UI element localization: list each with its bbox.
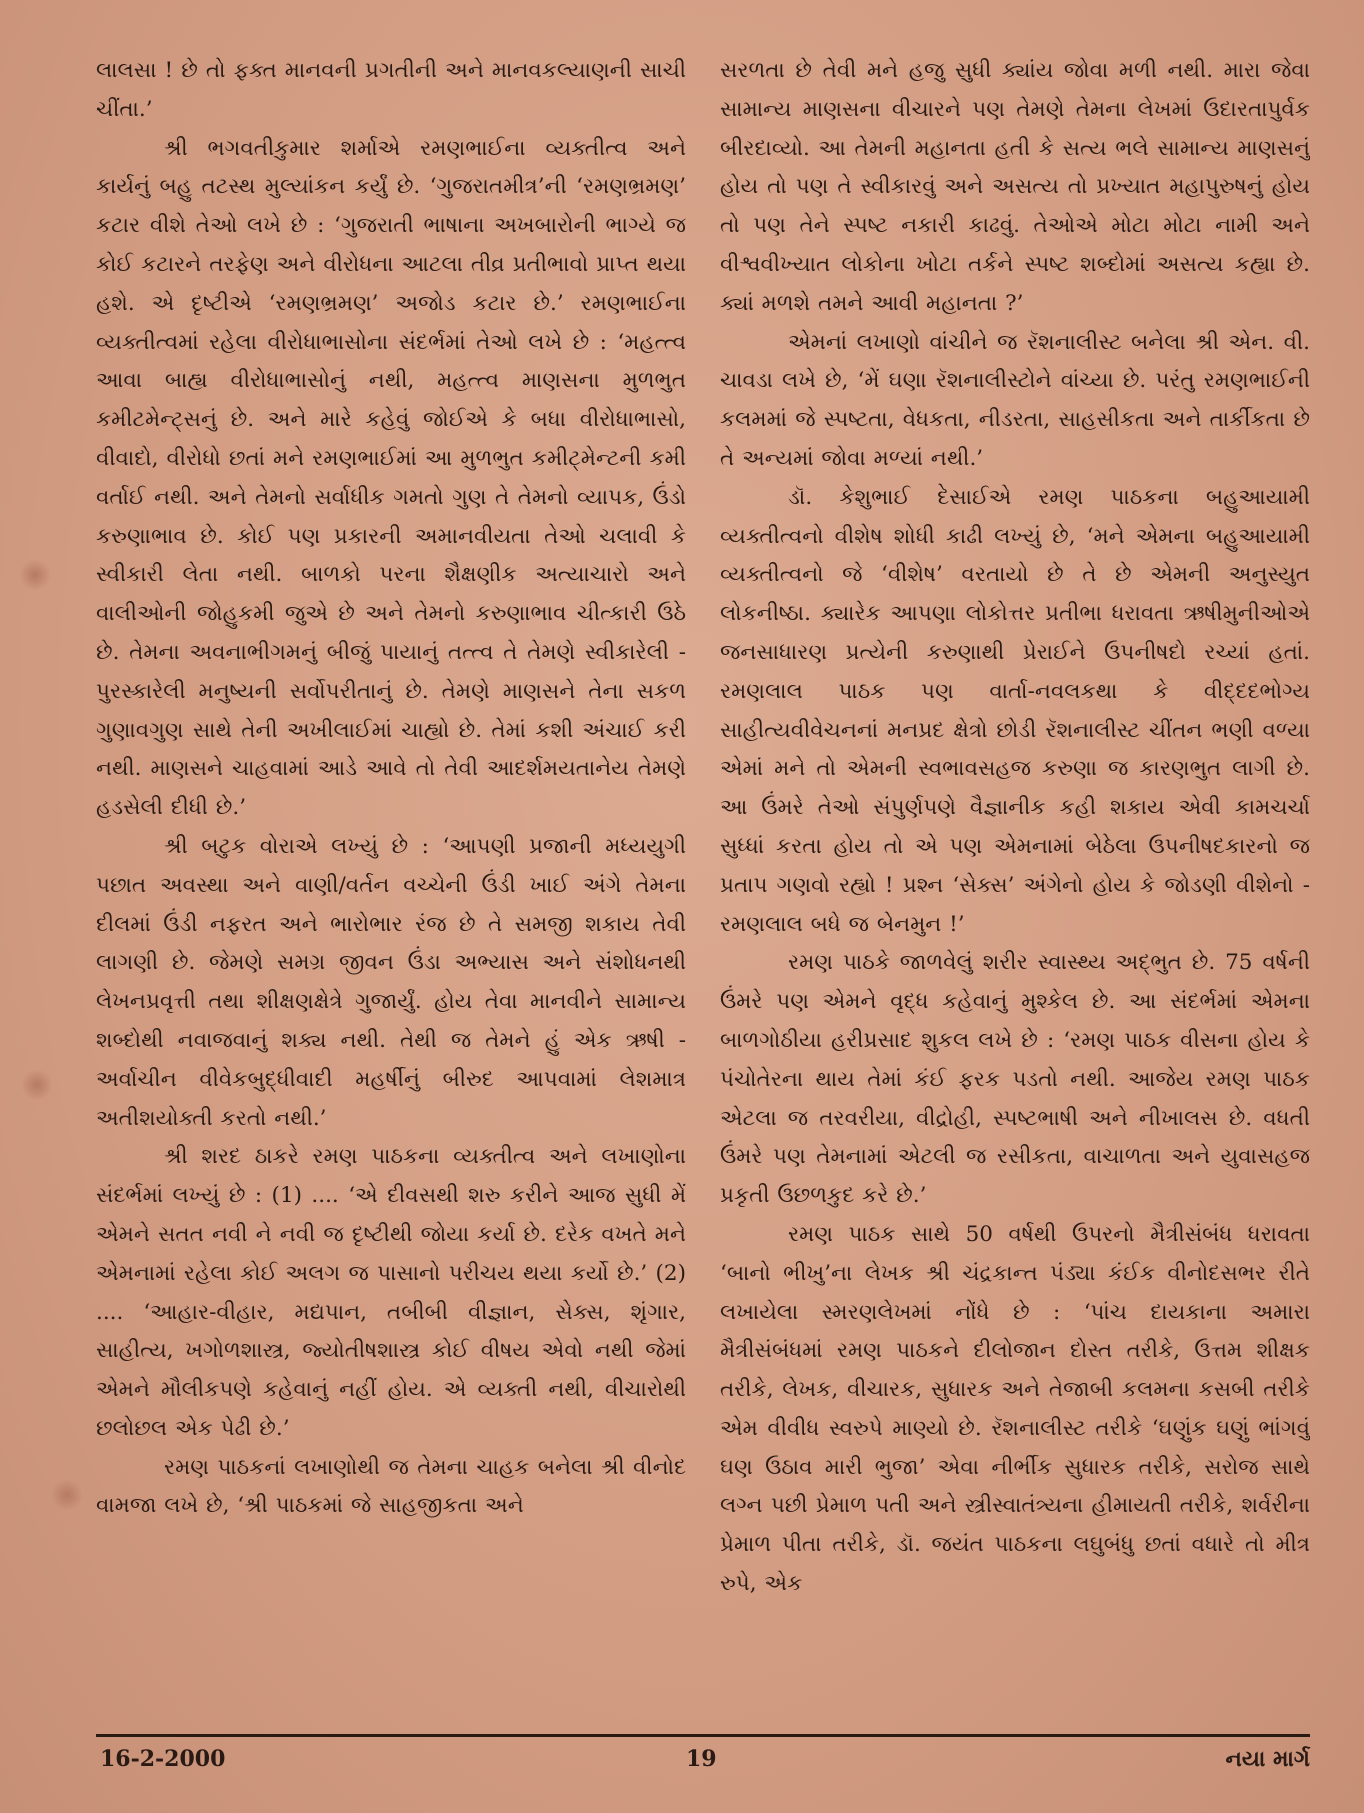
magazine-name: નયા માર્ગ xyxy=(1225,1746,1310,1772)
page-number: 19 xyxy=(686,1746,717,1772)
article-body xyxy=(96,52,1310,1712)
paragraph: ડૉ. કેશુભાઈ દેસાઈએ રમણ પાઠકના બહુઆયામી વ્યક્તીત્વનો વીશેષ શોધી કાઢી લખ્યું છે, ‘મને એમના બહુઆયામી વ્યક્તીત્વનો જે ‘વીશેષ’ વરતાયો છે તે છે એમની અનુસ્યુત લોકનીષ્ઠા. ક્યારેક આપણા લોકોત્તર પ્રતીભા ધરાવતા ઋષીમુનીઓએ જનસાધારણ પ્રત્યેની કરુણાથી પ્રેરાઈને ઉપનીષદો રચ્યાં હતાં. રમણલાલ પાઠક પણ વાર્તા-નવલકથા કે વીદ્દદભોગ્ય સાહીત્યવીવેચનનાં મનપ્રદ ક્ષેત્રો છોડી રૅશનાલીસ્ટ ચીંતન ભણી વળ્યા એમાં મને તો એમની સ્વભાવસહજ કરુણા જ કારણભુત લાગી છે. આ ઉંમરે તેઓ સંપુર્ણપણે વૈજ્ઞાનીક કહી શકાય એવી કામચર્ચા સુધ્ધાં કરતા હોય તો એ પણ એમનામાં બેઠેલા ઉપનીષદકારનો જ પ્રતાપ ગણવો રહ્યો ! પ્રશ્ન ‘સેક્સ’ અંગેનો હોય કે જોડણી વીશેનો - રમણલાલ બધે જ બેનમુન !’ xyxy=(720,484,1310,937)
paragraph: રમણ પાઠકે જાળવેલું શરીર સ્વાસ્થ્ય અદ્ભુત છે. 75 વર્ષની ઉંમરે પણ એમને વૃદ્ધ કહેવાનું મુશ્કેલ છે. આ સંદર્ભમાં એમના બાળગોઠીયા હરીપ્રસાદ શુકલ લખે છે : ‘રમણ પાઠક વીસના હોય કે પંચોતેરના થાય તેમાં કંઈ ફરક પડતો નથી. આજેય રમણ પાઠક એટલા જ તરવરીયા, વીદ્રોહી, સ્પષ્ટભાષી અને નીખાલસ છે. વધતી ઉંમરે પણ તેમનામાં એટલી જ રસીકતા, વાચાળતા અને યુવાસહજ પ્રકૃતી ઉછળકુદ કરે છે.’ xyxy=(720,950,1310,1209)
paper-damage xyxy=(50,1480,84,1510)
left-column xyxy=(96,52,686,1712)
paragraph: સરળતા છે તેવી મને હજુ સુધી ક્યાંય જોવા મળી નથી. મારા જેવા સામાન્ય માણસના વીચારને પણ તેમણે તેમના લેખમાં ઉદારતાપુર્વક બીરદાવ્યો. આ તેમની મહાનતા હતી કે સત્ય ભલે સામાન્ય માણસનું હોય તો પણ તે સ્વીકારવું અને અસત્ય તો પ્રખ્યાત મહાપુરુષનું હોય તો પણ તેને સ્પષ્ટ નકારી કાઢવું. તેઓએ મોટા મોટા નામી અને વીશ્વવીખ્યાત લોકોના ખોટા તર્કને સ્પષ્ટ શબ્દોમાં અસત્ય કહ્યા છે. ક્યાં મળશે તમને આવી મહાનતા ?’ xyxy=(720,58,1310,316)
paragraph: શ્રી બટુક વોરાએ લખ્યું છે : ‘આપણી પ્રજાની મધ્યયુગી પછાત અવસ્થા અને વાણી/વર્તન વચ્ચેની ઉંડી ખાઈ અંગે તેમના દીલમાં ઉંડી નફરત અને ભારોભાર રંજ છે તે સમજી શકાય તેવી લાગણી છે. જેમણે સમગ્ર જીવન ઉંડા અભ્યાસ અને સંશોધનથી લેખનપ્રવૃત્તી તથા શીક્ષણક્ષેત્રે ગુજાર્યું. હોય તેવા માનવીને સામાન્ય શબ્દોથી નવાજવાનું શક્ય નથી. તેથી જ તેમને હું એક ઋષી - અર્વાચીન વીવેકબુદ્ધીવાદી મહર્ષીનું બીરુદ આપવામાં લેશમાત્ર અતીશયોક્તી કરતો નથી.’ xyxy=(96,833,686,1131)
paragraph: લાલસા ! છે તો ફક્ત માનવની પ્રગતીની અને માનવકલ્યાણની સાચી ચીંતા.’ xyxy=(96,58,686,122)
footer-divider xyxy=(96,1734,1310,1737)
issue-date: 16-2-2000 xyxy=(100,1746,226,1772)
paragraph: શ્રી શરદ ઠાકરે રમણ પાઠકના વ્યક્તીત્વ અને લખાણોના સંદર્ભમાં લખ્યું છે : (1) .... ‘એ દીવસથી શરુ કરીને આજ સુધી મેં એમને સતત નવી ને નવી જ દૃષ્ટીથી જોયા કર્યા છે. દરેક વખતે મને એમનામાં રહેલા કોઈ અલગ જ પાસાનો પરીચય થયા કર્યો છે.’ (2) .... ‘આહાર-વીહાર, મદ્યપાન, તબીબી વીજ્ઞાન, સેક્સ, શૃંગાર, સાહીત્ય, ખગોળશાસ્ત્ર, જ્યોતીષશાસ્ત્ર કોઈ વીષય એવો નથી જેમાં એમને મૌલીકપણે કહેવાનું નહીં હોય. એ વ્યક્તી નથી, વીચારોથી છલોછલ એક પેઢી છે.’ xyxy=(96,1144,686,1441)
paragraph: શ્રી ભગવતીકુમાર શર્માએ રમણભાઈના વ્યક્તીત્વ અને કાર્યનું બહુ તટસ્થ મુલ્યાંકન કર્યું છે. ‘ગુજરાતમીત્ર’ની ‘રમણભ્રમણ’ કટાર વીશે તેઓ લખે છે : ‘ગુજરાતી ભાષાના અખબારોની ભાગ્યે જ કોઈ કટારને તરફેણ અને વીરોધના આટલા તીવ્ર પ્રતીભાવો પ્રાપ્ત થયા હશે. એ દૃષ્ટીએ ‘રમણભ્રમણ’ અજોડ કટાર છે.’ રમણભાઈના વ્યક્તીત્વમાં રહેલા વીરોધાભાસોના સંદર્ભમાં તેઓ લખે છે : ‘મહત્ત્વ આવા બાહ્ય વીરોધાભાસોનું નથી, મહત્ત્વ માણસના મુળભુત કમીટમેન્ટ્સનું છે. અને મારે કહેવું જોઈએ કે બધા વીરોધાભાસો, વીવાદો, વીરોધો છતાં મને રમણભાઈમાં આ મુળભુત કમીટ્મેન્ટની કમી વર્તાઈ નથી. અને તેમનો સર્વાધીક ગમતો ગુણ તે તેમનો વ્યાપક, ઉંડો કરુણાભાવ છે. કોઈ પણ પ્રકારની અમાનવીયતા તેઓ ચલાવી કે સ્વીકારી લેતા નથી. બાળકો પરના શૈક્ષણીક અત્યાચારો અને વાલીઓની જોહુકમી જુએ છે અને તેમનો કરુણાભાવ ચીત્કારી ઉઠે છે. તેમના અવનાભીગમનું બીજું પાયાનું તત્ત્વ તે તેમણે સ્વીકારેલી - પુરસ્કારેલી મનુષ્યની સર્વોપરીતાનું છે. તેમણે માણસને તેના સકળ ગુણાવગુણ સાથે તેની અખીલાઈમાં ચાહ્યો છે. તેમાં કશી અંચાઈ કરી નથી. માણસને ચાહવામાં આડે આવે તો તેવી આદર્શમયતાનેય તેમણે હડસેલી દીધી છે.’ xyxy=(96,135,686,821)
paragraph: એમનાં લખાણો વાંચીને જ રૅશનાલીસ્ટ બનેલા શ્રી એન. વી. ચાવડા લખે છે, ‘મેં ઘણા રૅશનાલીસ્ટોને વાંચ્યા છે. પરંતુ રમણભાઈની કલમમાં જે સ્પષ્ટતા, વેધકતા, નીડરતા, સાહસીકતા અને તાર્કીકતા છે તે અન્યમાં જોવા મળ્યાં નથી.’ xyxy=(720,329,1310,471)
paper-damage xyxy=(18,560,52,590)
paper-damage xyxy=(20,1070,54,1100)
right-column xyxy=(720,52,1310,1712)
paragraph: રમણ પાઠક સાથે 50 વર્ષથી ઉપરનો મૈત્રીસંબંધ ધરાવતા ‘બાનો ભીખુ’ના લેખક શ્રી ચંદ્રકાન્ત પંડ્યા કંઈક વીનોદસભર રીતે લખાયેલા સ્મરણલેખમાં નોંધે છે : ‘પાંચ દાયકાના અમારા મૈત્રીસંબંધમાં રમણ પાઠકને દીલોજાન દોસ્ત તરીકે, ઉત્તમ શીક્ષક તરીકે, લેખક, વીચારક, સુધારક અને તેજાબી કલમના કસબી તરીકે એમ વીવીધ સ્વરુપે માણ્યો છે. રૅશનાલીસ્ટ તરીકે ‘ઘણુંક ઘણું ભાંગવું ઘણ ઉઠાવ મારી ભુજા’ એવા નીર્ભીક સુધારક તરીકે, સરોજ સાથે લગ્ન પછી પ્રેમાળ પતી અને સ્ત્રીસ્વાતંત્ર્યના હીમાયતી તરીકે, શર્વરીના પ્રેમાળ પીતા તરીકે, ડૉ. જયંત પાઠકના લઘુબંધુ છતાં વધારે તો મીત્ર રુપે, એક xyxy=(720,1221,1310,1597)
paragraph: રમણ પાઠકનાં લખાણોથી જ તેમના ચાહક બનેલા શ્રી વીનોદ વામજા લખે છે, ‘શ્રી પાઠકમાં જે સાહજીકતા અને xyxy=(96,1454,686,1519)
